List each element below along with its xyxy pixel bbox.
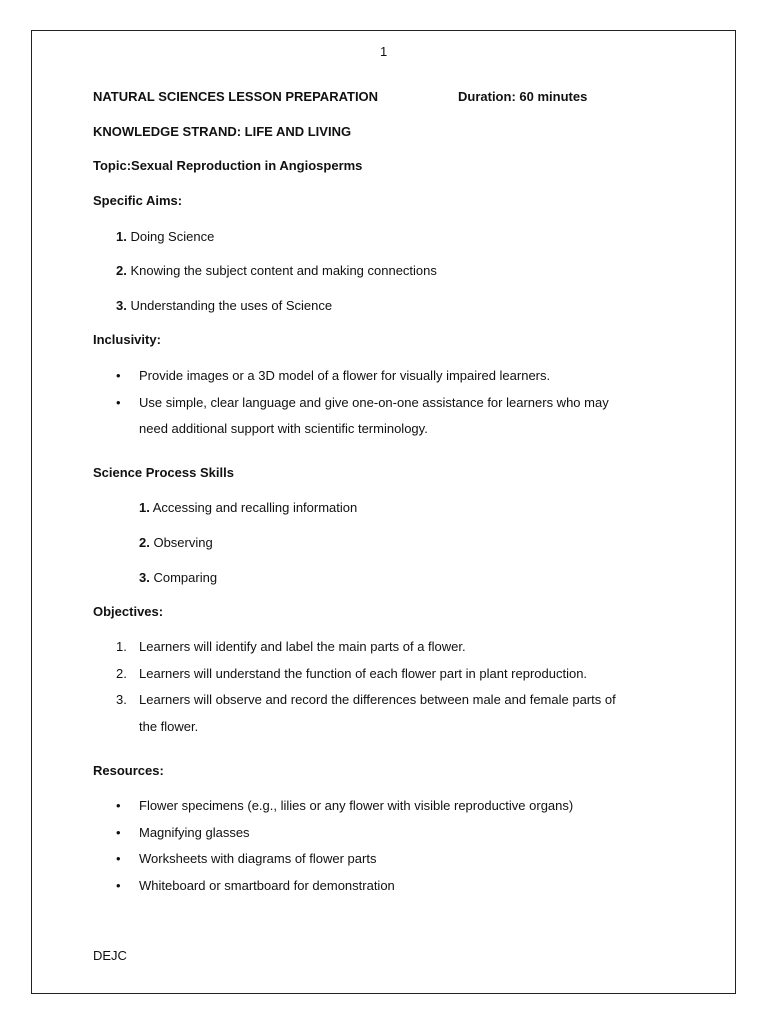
inclusivity-item: Provide images or a 3D model of a flower for visually impaired learners. xyxy=(139,368,551,383)
aim-number: 3. xyxy=(116,298,127,313)
skill-number: 1. xyxy=(139,500,150,515)
lesson-title: NATURAL SCIENCES LESSON PREPARATION xyxy=(93,89,379,104)
aim-item xyxy=(116,263,437,279)
skill-item xyxy=(139,570,217,586)
document-page xyxy=(31,30,736,994)
inclusivity-item-continuation: need additional support with scientific terminology. xyxy=(139,421,428,436)
inclusivity-heading: Inclusivity: xyxy=(93,332,161,347)
objective-number: 2. xyxy=(116,666,127,681)
objectives-heading: Objectives: xyxy=(93,604,164,619)
bullet-icon: • xyxy=(116,368,121,383)
aim-number: 2. xyxy=(116,263,127,278)
objective-continuation: the flower. xyxy=(139,719,199,734)
aim-item xyxy=(116,229,214,245)
objective-text: Learners will understand the function of each flower part in plant reproduction. xyxy=(139,666,588,681)
bullet-icon: • xyxy=(116,798,121,813)
aim-text: Doing Science xyxy=(130,229,215,244)
duration: Duration: 60 minutes xyxy=(458,89,588,104)
objective-number: 1. xyxy=(116,639,127,654)
skill-text: Comparing xyxy=(153,570,218,585)
aim-number: 1. xyxy=(116,229,127,244)
aim-item xyxy=(116,298,332,314)
bullet-icon: • xyxy=(116,825,121,840)
objective-number: 3. xyxy=(116,692,127,707)
bullet-icon: • xyxy=(116,878,121,893)
inclusivity-item: Use simple, clear language and give one-on-one assistance for learners who may xyxy=(139,395,609,410)
skill-item xyxy=(139,500,357,516)
skill-number: 3. xyxy=(139,570,150,585)
knowledge-strand: KNOWLEDGE STRAND: LIFE AND LIVING xyxy=(93,124,352,139)
objective-text: Learners will observe and record the differences between male and female parts of xyxy=(139,692,616,707)
bullet-icon: • xyxy=(116,395,121,410)
aim-text: Understanding the uses of Science xyxy=(130,298,333,313)
resource-item: Magnifying glasses xyxy=(139,825,250,840)
resource-item: Flower specimens (e.g., lilies or any flower with visible reproductive organs) xyxy=(139,798,574,813)
specific-aims-heading: Specific Aims: xyxy=(93,193,183,208)
resource-item: Worksheets with diagrams of flower parts xyxy=(139,851,377,866)
objective-text: Learners will identify and label the main parts of a flower. xyxy=(139,639,466,654)
footer-initials: DEJC xyxy=(93,948,127,963)
resource-item: Whiteboard or smartboard for demonstration xyxy=(139,878,395,893)
process-skills-heading: Science Process Skills xyxy=(93,465,234,480)
aim-text: Knowing the subject content and making connections xyxy=(130,263,437,278)
page-number: 1 xyxy=(380,44,388,59)
topic: Topic:Sexual Reproduction in Angiosperms xyxy=(93,158,363,173)
resources-heading: Resources: xyxy=(93,763,164,778)
bullet-icon: • xyxy=(116,851,121,866)
skill-text: Accessing and recalling information xyxy=(152,500,358,515)
skill-number: 2. xyxy=(139,535,150,550)
skill-text: Observing xyxy=(153,535,213,550)
skill-item xyxy=(139,535,213,551)
